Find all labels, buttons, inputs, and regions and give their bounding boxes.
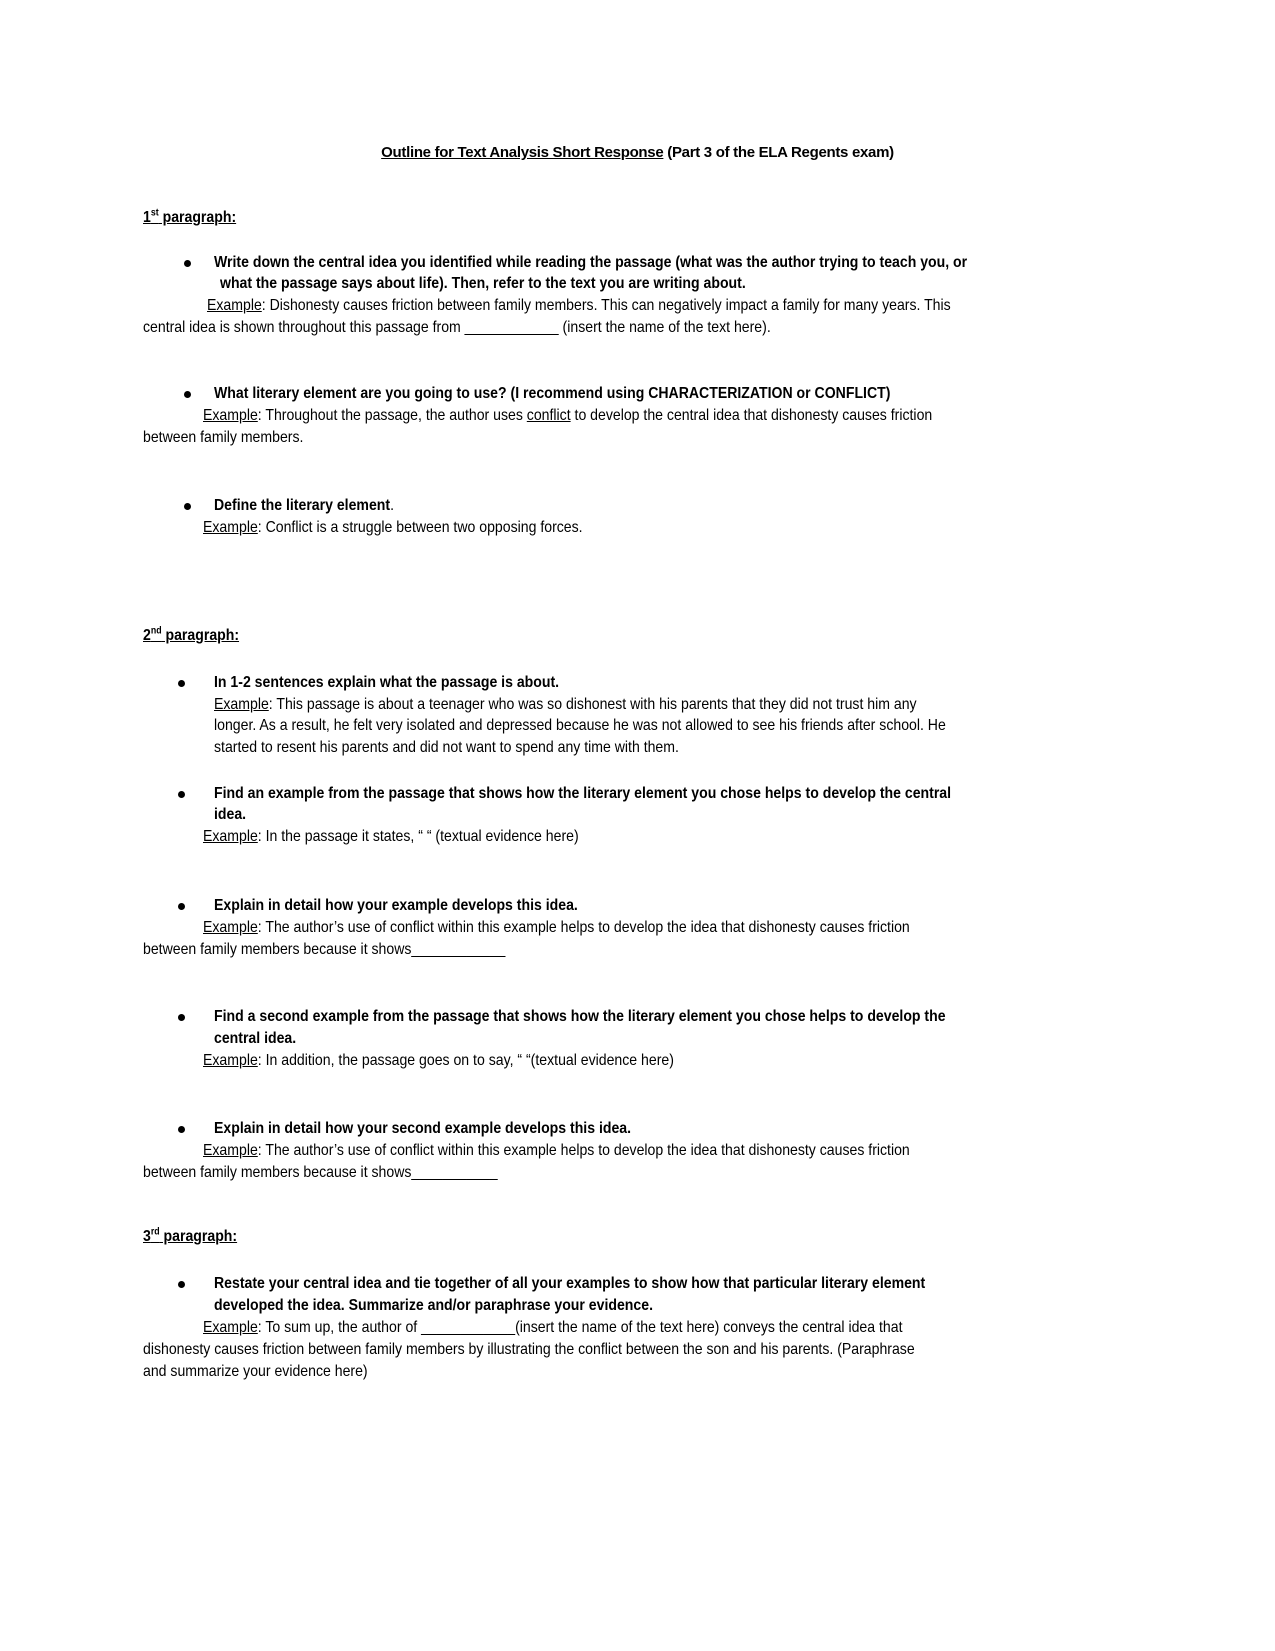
bullet-icon <box>184 260 191 267</box>
item-8-example <box>203 1141 910 1161</box>
example-text: : In the passage it states, “ “ (textual evidence here) <box>257 828 579 845</box>
bullet-icon <box>178 791 185 798</box>
item-6-prompt: Explain in detail how your example develops this idea. <box>214 897 578 914</box>
item-2-example <box>203 406 932 426</box>
item-4-example <box>214 695 917 715</box>
item-6-example <box>203 918 910 938</box>
bullet-icon <box>178 1126 185 1133</box>
heading-paragraph-1 <box>143 208 236 228</box>
example-text: : To sum up, the author of ____________(insert the name of the text here) conveys the central idea that <box>257 1319 903 1336</box>
item-9-prompt: developed the idea. Summarize and/or paraphrase your evidence. <box>214 1297 653 1314</box>
heading-num: 2 <box>143 627 151 644</box>
item-9-prompt: Restate your central idea and tie together of all your examples to show how that particular literary element <box>214 1275 926 1292</box>
item-9-example <box>203 1318 902 1338</box>
item-1-example <box>207 296 951 316</box>
example-text: : Throughout the passage, the author uses <box>257 407 527 424</box>
title-underlined: Outline for Text Analysis Short Response <box>381 144 664 161</box>
document-title <box>0 143 1275 163</box>
heading-rest: paragraph: <box>158 209 237 226</box>
item-1-prompt: Write down the central idea you identified while reading the passage (what was the author trying to teach you, or <box>214 254 968 271</box>
example-text: : The author’s use of conflict within this example helps to develop the idea that dishonesty causes friction <box>257 919 910 936</box>
example-text: : Conflict is a struggle between two opposing forces. <box>257 519 583 536</box>
example-text: : Dishonesty causes friction between family members. This can negatively impact a family for many years. This <box>261 297 951 314</box>
item-4-example-cont: longer. As a result, he felt very isolated and depressed because he was not allowed to see his friends after school. He <box>214 717 946 734</box>
title-rest: (Part 3 of the ELA Regents exam) <box>663 144 894 161</box>
item-9-example-cont: dishonesty causes friction between family members by illustrating the conflict between the son and his parents. (Paraphrase <box>143 1341 915 1358</box>
item-4-example-cont: started to resent his parents and did not want to spend any time with them. <box>214 739 679 756</box>
heading-paragraph-2 <box>143 626 239 646</box>
item-7-prompt: Find a second example from the passage that shows how the literary element you chose helps to develop the <box>214 1008 946 1025</box>
example-label: Example <box>207 297 262 314</box>
item-9-example-cont: and summarize your evidence here) <box>143 1363 368 1380</box>
item-2-example-cont: between family members. <box>143 429 304 446</box>
example-label: Example <box>203 519 258 536</box>
example-label: Example <box>203 1142 258 1159</box>
prompt-text: Define the literary element <box>214 497 391 514</box>
example-text: to develop the central idea that dishonesty causes friction <box>570 407 933 424</box>
heading-num: 1 <box>143 209 151 226</box>
heading-sup: nd <box>150 625 162 637</box>
example-label: Example <box>203 1319 258 1336</box>
heading-sup: st <box>150 207 159 219</box>
item-7-prompt: central idea. <box>214 1030 297 1047</box>
bullet-icon <box>184 503 191 510</box>
prompt-tail: . <box>390 497 394 514</box>
heading-sup: rd <box>150 1226 160 1238</box>
heading-rest: paragraph: <box>159 1228 238 1245</box>
item-5-prompt: Find an example from the passage that shows how the literary element you chose helps to develop the central <box>214 785 952 802</box>
bullet-icon <box>178 1014 185 1021</box>
bullet-icon <box>178 903 185 910</box>
example-text: : The author’s use of conflict within this example helps to develop the idea that dishonesty causes friction <box>257 1142 910 1159</box>
item-1-prompt: what the passage says about life). Then, refer to the text you are writing about. <box>220 275 746 292</box>
item-3-prompt <box>214 496 394 516</box>
item-6-example-cont: between family members because it shows____________ <box>143 941 506 958</box>
bullet-icon <box>178 680 185 687</box>
example-emphasis: conflict <box>526 407 571 424</box>
example-text: : This passage is about a teenager who was so dishonest with his parents that they did not trust him any <box>268 696 917 713</box>
item-8-example-cont: between family members because it shows___________ <box>143 1164 498 1181</box>
item-4-prompt: In 1-2 sentences explain what the passage is about. <box>214 674 560 691</box>
example-label: Example <box>203 407 258 424</box>
item-2-prompt: What literary element are you going to use? (I recommend using CHARACTERIZATION or CONFLICT) <box>214 385 891 402</box>
heading-paragraph-3 <box>143 1227 237 1247</box>
heading-rest: paragraph: <box>161 627 240 644</box>
example-label: Example <box>214 696 269 713</box>
item-7-example <box>203 1051 674 1071</box>
heading-num: 3 <box>143 1228 151 1245</box>
bullet-icon <box>184 391 191 398</box>
example-label: Example <box>203 828 258 845</box>
item-1-example-cont: central idea is shown throughout this passage from ____________ (insert the name of the text here). <box>143 319 771 336</box>
item-3-example <box>203 518 583 538</box>
item-5-prompt: idea. <box>214 806 247 823</box>
example-label: Example <box>203 1052 258 1069</box>
example-text: : In addition, the passage goes on to say, “ “(textual evidence here) <box>257 1052 674 1069</box>
bullet-icon <box>178 1281 185 1288</box>
example-label: Example <box>203 919 258 936</box>
item-8-prompt: Explain in detail how your second example develops this idea. <box>214 1120 632 1137</box>
item-5-example <box>203 827 579 847</box>
